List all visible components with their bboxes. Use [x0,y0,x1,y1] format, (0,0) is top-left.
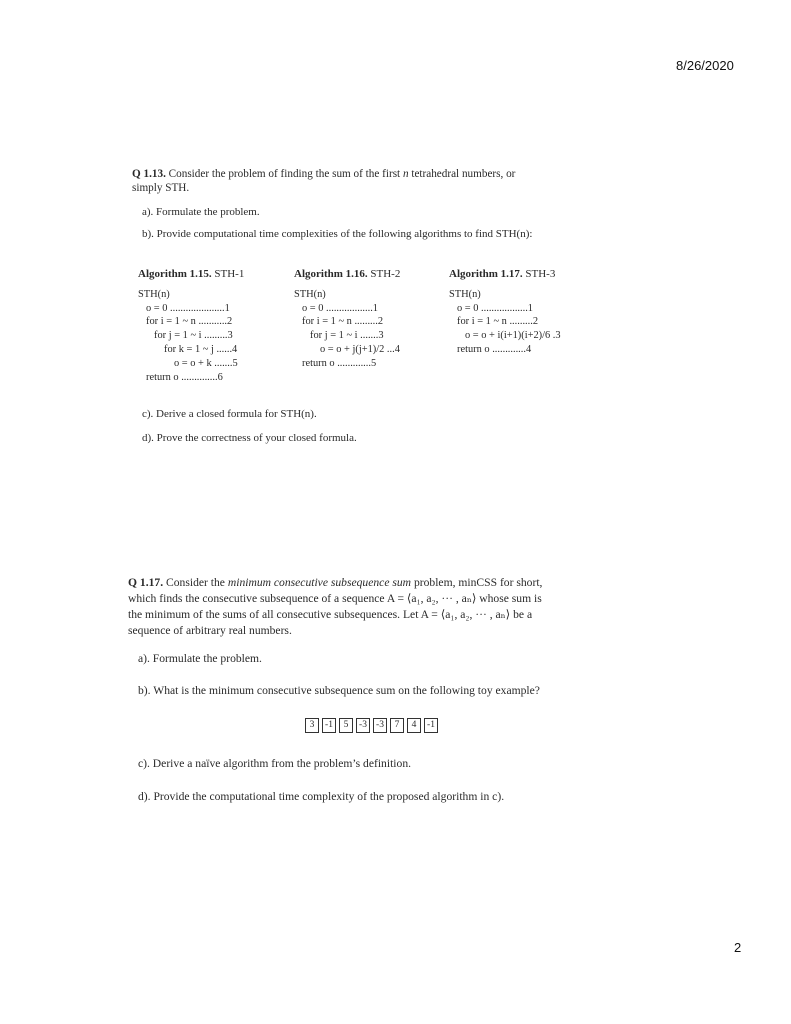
alg-line: o = o + k .......5 [174,357,238,369]
alg-line: o = 0 ..................1 [302,302,378,314]
q113-part-c: c). Derive a closed formula for STH(n). [142,408,317,420]
alg-line: for i = 1 ~ n .........2 [457,316,539,328]
q113-part-d: d). Prove the correctness of your closed formula. [142,432,357,444]
alg-line: STH(n) [294,288,326,300]
q117-line1b: problem, minCSS for short, [411,576,543,589]
alg-line: return o .............4 [457,343,532,355]
q117-part-b: b). What is the minimum consecutive subsequence sum on the following toy example? [138,684,540,697]
q117-line2: which finds the consecutive subsequence of a sequence A = ⟨a₁, a₂, ··· , aₙ⟩ whose sum is [128,592,542,605]
alg-line: STH(n) [449,288,481,300]
q117-part-a: a). Formulate the problem. [138,652,262,665]
algorithm-1-15-title: Algorithm 1.15. STH-1 [138,268,245,280]
sequence-cell: -3 [373,718,387,733]
algorithm-1-15 [138,268,278,384]
q113-text-3: simply STH. [132,181,190,194]
q117-line4: sequence of arbitrary real numbers. [128,624,292,637]
q117-line1-emphasis: minimum consecutive subsequence sum [227,576,412,589]
alg-line: o = o + i(i+1)(i+2)/6 .3 [465,330,561,342]
sequence-cell: 4 [407,718,421,733]
alg-line: for k = 1 ~ j ......4 [164,343,238,355]
alg-line: for j = 1 ~ i .........3 [154,330,233,342]
q113-part-b: b). Provide computational time complexities of the following algorithms to find STH(n): [142,228,533,240]
toy-sequence [305,718,441,733]
q117-part-c: c). Derive a naïve algorithm from the problem’s definition. [138,757,412,770]
sequence-cell: -3 [356,718,370,733]
alg-line: for i = 1 ~ n ...........2 [146,316,233,328]
q113-statement [132,168,602,195]
q113-part-a: a). Formulate the problem. [142,206,260,218]
page-date: 8/26/2020 [676,58,734,73]
sequence-cell: 3 [305,718,319,733]
q117-statement [128,575,628,639]
algorithm-1-17 [449,268,584,357]
q117-label: Q 1.17. [128,576,164,589]
q113-var-n: n [402,168,409,180]
q113-label: Q 1.13. [132,168,166,180]
q117-line3: the minimum of the sums of all consecutive subsequences. Let A = ⟨a₁, a₂, ··· , aₙ⟩ be a [128,608,533,621]
alg-line: return o .............5 [302,357,377,369]
sequence-cell: -1 [322,718,336,733]
alg-line: o = 0 ..................1 [457,302,533,314]
alg-line: o = 0 .....................1 [146,302,230,314]
alg-line: for j = 1 ~ i .......3 [310,330,384,342]
q117-part-d: d). Provide the computational time complexity of the proposed algorithm in c). [138,790,505,803]
alg-line: STH(n) [138,288,170,300]
sequence-cell: 7 [390,718,404,733]
q113-text-1: Consider the problem of finding the sum of the first [168,168,403,180]
alg-line: return o ..............6 [146,371,223,383]
algorithm-1-16-title: Algorithm 1.16. STH-2 [294,268,401,280]
q113-text-2: tetrahedral numbers, or [408,168,516,180]
sequence-cell: -1 [424,718,438,733]
alg-line: for i = 1 ~ n .........2 [302,316,384,328]
alg-line: o = o + j(j+1)/2 ...4 [320,343,400,355]
q117-line1a: Consider the [166,576,228,589]
page-number: 2 [734,940,742,955]
algorithm-1-16 [294,268,434,371]
algorithm-1-17-title: Algorithm 1.17. STH-3 [449,268,556,280]
sequence-cell: 5 [339,718,353,733]
